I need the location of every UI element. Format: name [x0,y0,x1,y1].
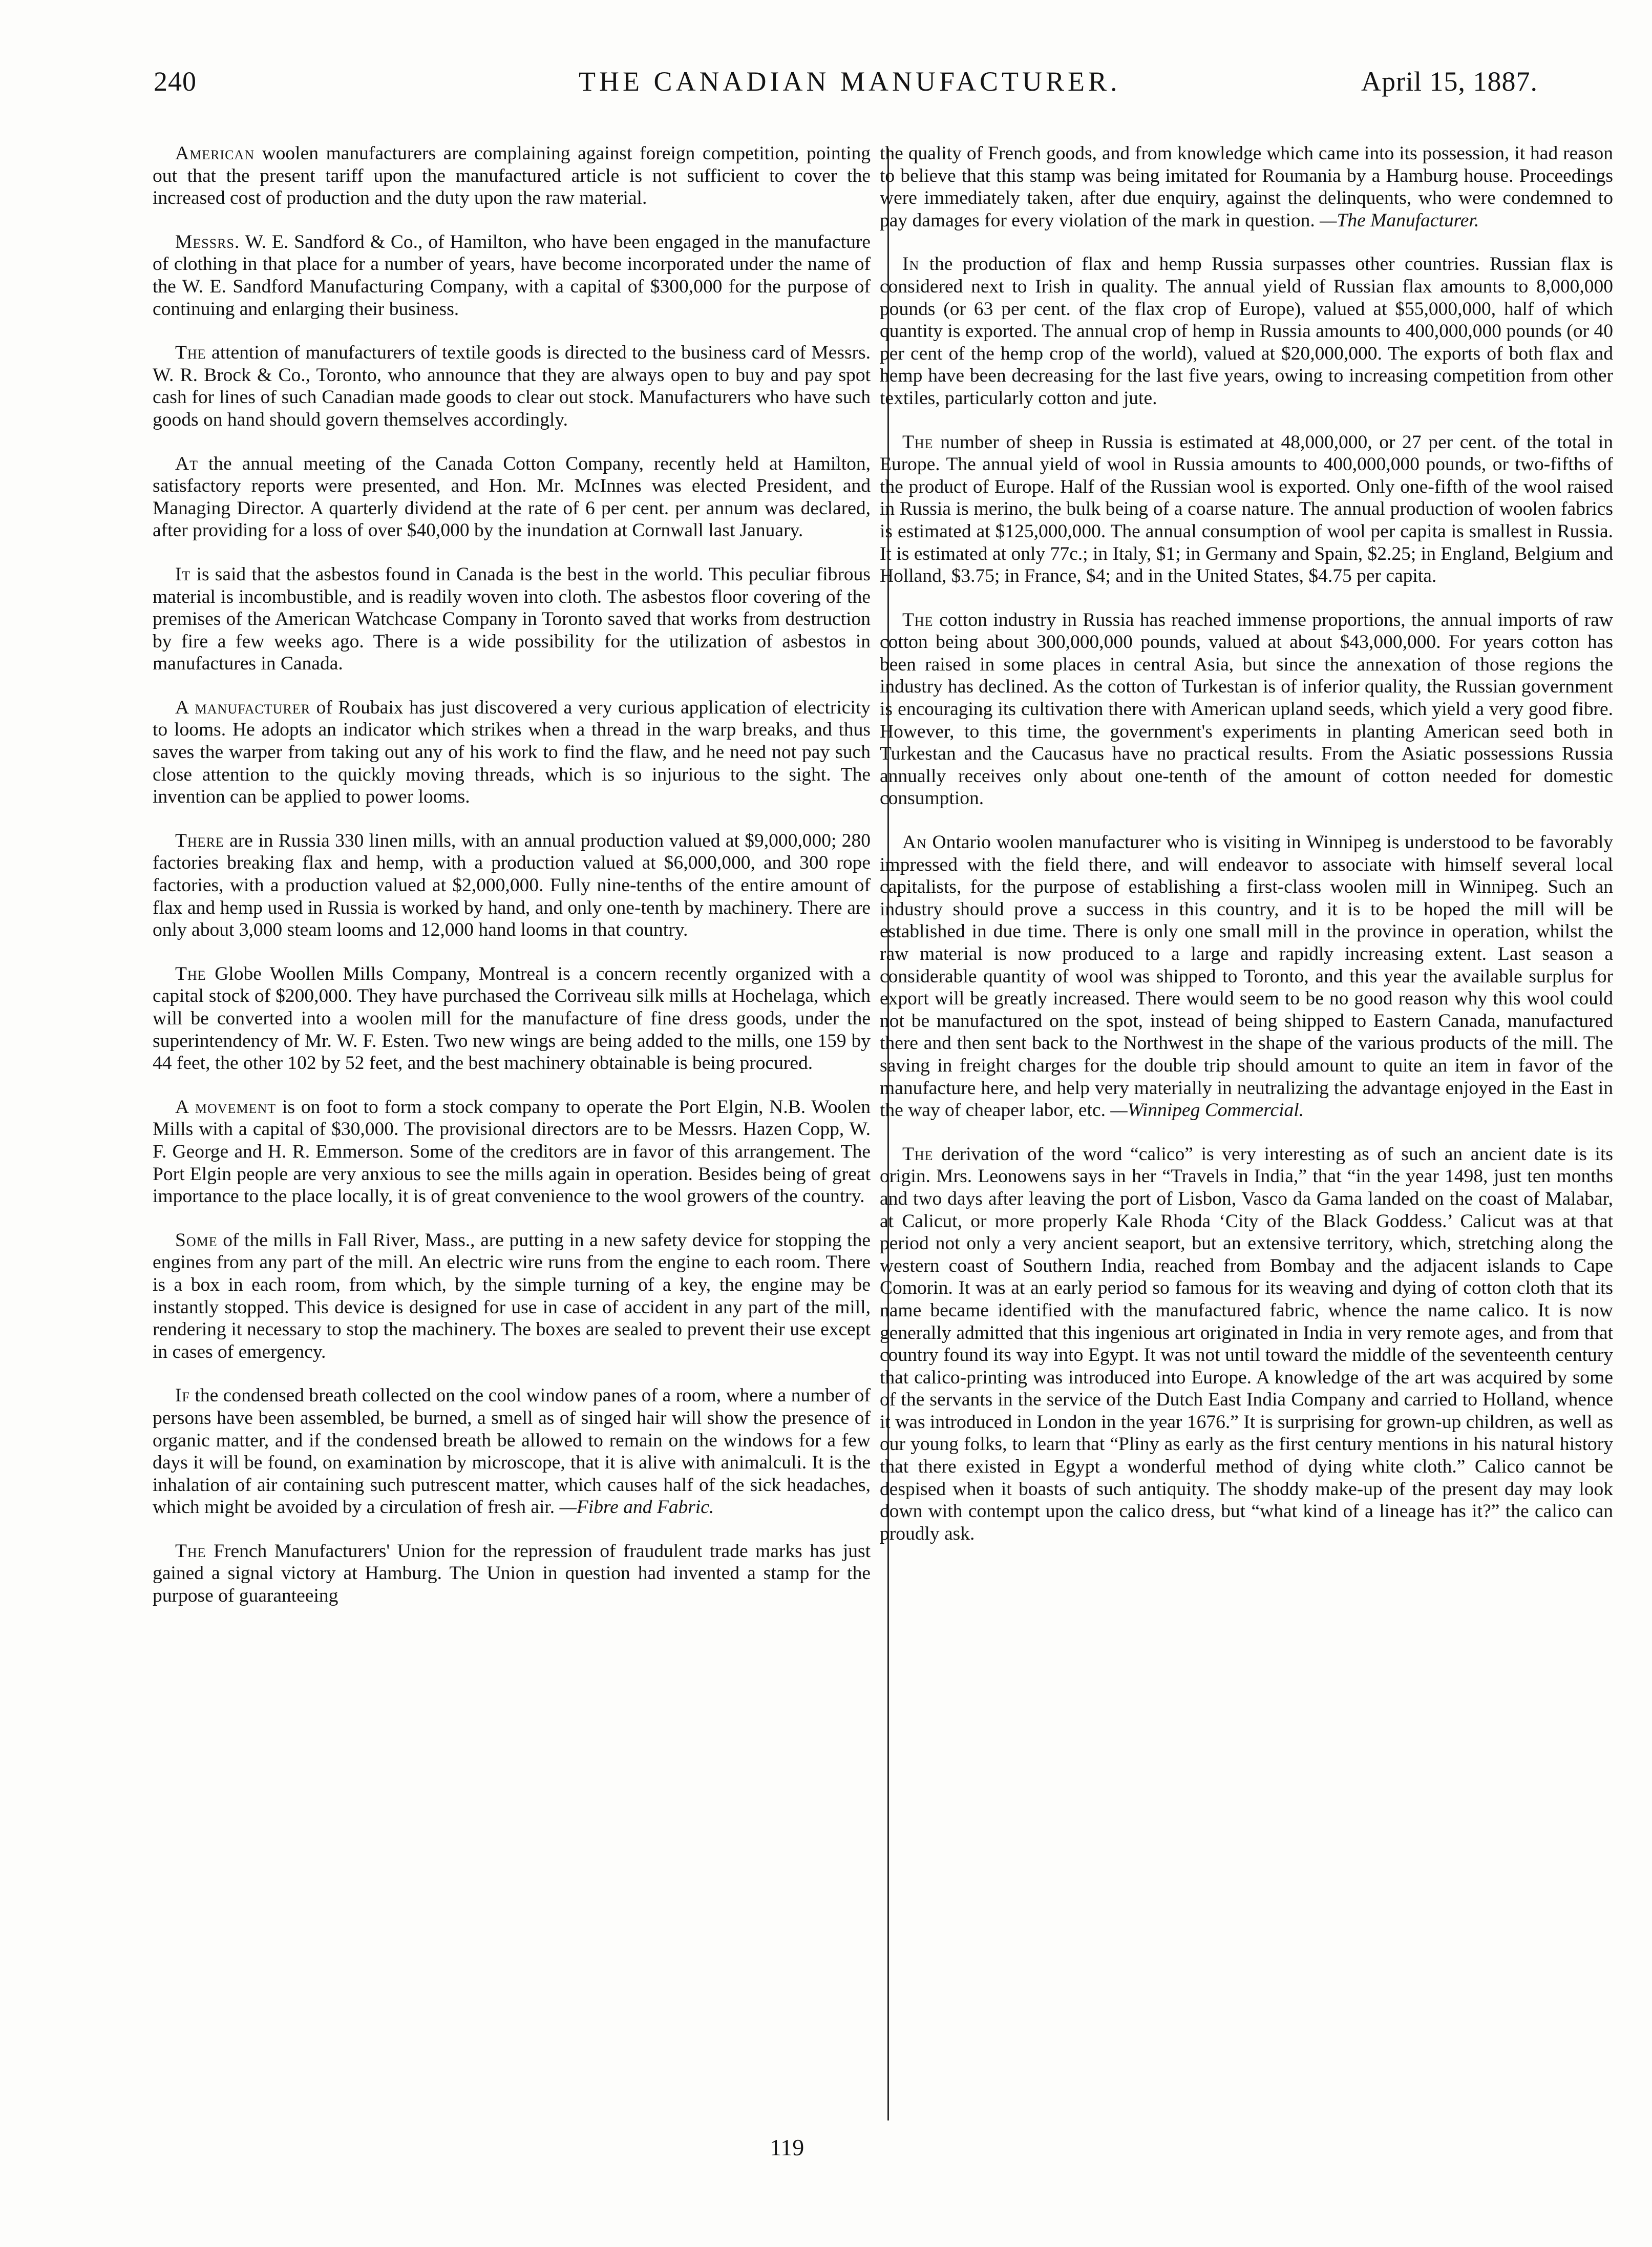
news-item-18: The derivation of the word “calico” is very interesting as of such an ancient date is its origin. Mrs. Leonowens says in her “Travels in India,” that “in the year 1498, just ten months and two days after leaving the port of Lisbon, Vasco da Gama landed on the coast of Malabar, at Calicut, or more properly Kale Rhoda ‘City of the Black Goddess.’ Calicut was at that period not only a very ancient seaport, but an extensive territory, which, stretching along the western coast of Southern India, reached from Bombay and the adjacent islands to Cape Comorin. It was at an early period so famous for its weaving and dying of cotton cloth that its name became identified with the manufactured fabric, whence the name calico. It is now generally admitted that this ingenious art originated in India in very remote ages, and from that country found its way into Egypt. It was not until toward the middle of the seventeenth century that calico-printing was introduced into Europe. A knowledge of the art was acquired by some of the servants in the service of the Dutch East India Company and carried to Holland, whence it was introduced in London in the year 1676.” It is surprising for grown-up children, as well as our young folks, to learn that “Pliny as early as the first century mentions in his natural history that there existed in Egypt a wonderful method of dying white cloth.” Calico cannot be despised when it boasts of such antiquity. The shoddy make-up of the present day may look down with contempt upon the calico dress, but “what kind of a lineage has it?” the calico can proudly ask. [880,1143,1613,1544]
news-item-9: A movement is on foot to form a stock company to operate the Port Elgin, N.B. Woolen Mills with a capital of $30,000. The provisional directors are to be Messrs. Hazen Copp, W. F. George and H. R. Emmerson. Some of the creditors are in favor of this arrangement. The Port Elgin people are very anxious to see the mills again in operation. Besides being of great importance to the place locally, it is of great convenience to the wool growers of the country. [153,1096,871,1207]
news-item-8: The Globe Woollen Mills Company, Montreal is a concern recently organized with a capital stock of $200,000. They have purchased the Corriveau silk mills at Hochelaga, which will be converted into a woolen mill for the manufacture of fine dress goods, under the superintendency of Mr. W. F. Esten. Two new wings are being added to the mills, one 159 by 44 feet, the other 102 by 52 feet, and the best machinery obtainable is being procured. [153,963,871,1074]
issue-date: April 15, 1887. [1361,66,1538,97]
left-column [153,142,871,1607]
news-item-4: At the annual meeting of the Canada Cotton Company, recently held at Hamilton, satisfactory reports were presented, and Hon. Mr. McInnes was elected President, and Managing Director. A quarterly dividend at the rate of 6 per cent. per annum was declared, after providing for a loss of over $40,000 by the inundation at Cornwall last January. [153,453,871,541]
page-header [0,66,1652,112]
news-item-6: A manufacturer of Roubaix has just discovered a very curious application of electricity to looms. He adopts an indicator which strikes when a thread in the warp breaks, and thus saves the warper from taking out any of his work to find the flaw, and he need not pay such close attention to the quickly moving threads, which is so injurious to the sight. The invention can be applied to power looms. [153,697,871,808]
news-item-12: The French Manufacturers' Union for the repression of fraudulent trade marks has just gained a signal victory at Hamburg. The Union in question had invented a stamp for the purpose of guaranteeing [153,1540,871,1607]
publication-title: THE CANADIAN MANUFACTURER. [579,66,1121,97]
news-item-14: In the production of flax and hemp Russia surpasses other countries. Russian flax is considered next to Irish in quality. The annual yield of Russian flax amounts to 8,000,000 pounds (or 63 per cent. of the flax crop of Europe), valued at $55,000,000, half of which quantity is exported. The annual crop of hemp in Russia amounts to 400,000,000 pounds (or 40 per cent of the hemp crop of the world), valued at $20,000,000. The exports of both flax and hemp have been decreasing for the last five years, owing to increasing competition from other textiles, particularly cotton and jute. [880,254,1613,409]
news-item-16: The cotton industry in Russia has reached immense proportions, the annual imports of raw cotton being about 300,000,000 pounds, valued at about $43,000,000. For years cotton has been raised in some places in central Asia, but since the annexation of those regions the industry has declined. As the cotton of Turkestan is of inferior quality, the Russian government is encouraging its cultivation there with American upland seeds, which yield a very good fibre. However, to this time, the government's experiments in planting American seed both in Turkestan and the Caucasus have no practical results. From the Asiatic possessions Russia annually receives only about one-tenth of the amount of cotton needed for domestic consumption. [880,609,1613,809]
page-number: 240 [154,66,197,97]
folio-number: 119 [770,2134,804,2160]
news-item-11: If the condensed breath collected on the cool window panes of a room, where a number of persons have been assembled, be burned, a smell as of singed hair will show the presence of organic matter, and if the condensed breath be allowed to remain on the windows for a few days it will be found, on examination by microscope, that it is alive with animalculi. It is the inhalation of air containing such putrescent matter, which causes half of the sick headaches, which might be avoided by a circulation of fresh air. —Fibre and Fabric. [153,1385,871,1518]
item-source: —Winnipeg Commercial. [1110,1100,1304,1121]
item-source: —Fibre and Fabric. [559,1497,714,1518]
news-item-15: The number of sheep in Russia is estimated at 48,000,000, or 27 per cent. of the total in Europe. The annual yield of wool in Russia amounts to 400,000,000 pounds, or two-fifths of the product of Europe. Half of the Russian wool is exported. Only one-fifth of the wool raised in Russia is merino, the bulk being of a coarse nature. The annual production of woolen fabrics is estimated at $125,000,000. The annual consumption of wool per capita is smallest in Russia. It is estimated at only 77c.; in Italy, $1; in Germany and Spain, $2.25; in England, Belgium and Holland, $3.75; in France, $4; and in the United States, $4.75 per capita. [880,431,1613,587]
news-item-2: Messrs. W. E. Sandford & Co., of Hamilton, who have been engaged in the manufacture of clothing in that place for a number of years, have become incorporated under the name of the W. E. Sandford Manufacturing Company, with a capital of $300,000 for the purpose of continuing and enlarging their business. [153,231,871,320]
news-item-10: Some of the mills in Fall River, Mass., are putting in a new safety device for stopping the engines from any part of the mill. An electric wire runs from the engine to each room. There is a box in each room, from which, by the simple turning of a key, the engine may be instantly stopped. This device is designed for use in case of accident in any part of the mill, rendering it necessary to stop the machinery. The boxes are sealed to prevent their use except in cases of emergency. [153,1229,871,1362]
news-item-5: It is said that the asbestos found in Canada is the best in the world. This peculiar fibrous material is incombustible, and is readily woven into cloth. The asbestos floor covering of the premises of the American Watchcase Company in Toronto saved that works from destruction by fire a few weeks ago. There is a wide possibility for the utilization of asbestos in manufactures in Canada. [153,563,871,675]
news-item-1: American woolen manufacturers are complaining against foreign competition, pointing out that the present tariff upon the manufactured article is not sufficient to cover the increased cost of production and the duty upon the raw material. [153,143,871,209]
news-item-3: The attention of manufacturers of textile goods is directed to the business card of Messrs. W. R. Brock & Co., Toronto, who announce that they are always open to buy and pay spot cash for lines of such Canadian made goods to clear out stock. Manufacturers who have such goods on hand should govern themselves accordingly. [153,342,871,430]
news-item-7: There are in Russia 330 linen mills, with an annual production valued at $9,000,000; 280 factories breaking flax and hemp, with a production valued at $6,000,000, and 300 rope factories, with a production valued at $2,000,000. Fully nine-tenths of the entire amount of flax and hemp used in Russia is worked by hand, and only one-tenth by machinery. There are only about 3,000 steam looms and 12,000 hand looms in that country. [153,830,871,941]
news-item-13: the quality of French goods, and from knowledge which came into its possession, it had reason to believe that this stamp was being imitated for Roumania by a Hamburg house. Proceedings were immediately taken, after due enquiry, against the delinquents, who were condemned to pay damages for every violation of the mark in question. —The Manufacturer. [880,143,1613,231]
right-column [880,142,1613,1545]
item-source: —The Manufacturer. [1320,209,1479,231]
news-item-17: An Ontario woolen manufacturer who is visiting in Winnipeg is understood to be favorably impressed with the field there, and will endeavor to associate with himself several local capitalists, for the purpose of establishing a first-class woolen mill in Winnipeg. Such an industry should prove a success in this country, and it is to be hoped the mill will be established in due time. There is only one small mill in the province in operation, whilst the raw material is now produced to a large and rapidly increasing extent. Last season a considerable quantity of wool was shipped to Toronto, and this year the available surplus for export will be greatly increased. There would seem to be no good reason why this wool could not be manufactured on the spot, instead of being shipped to Eastern Canada, manufactured there and then sent back to the Northwest in the shape of the various products of the mill. The saving in freight charges for the double trip should amount to quite an item in favor of the manufacture here, and help very materially in neutralizing the advantage enjoyed in the East in the way of cheaper labor, etc. —Winnipeg Commercial. [880,832,1613,1121]
